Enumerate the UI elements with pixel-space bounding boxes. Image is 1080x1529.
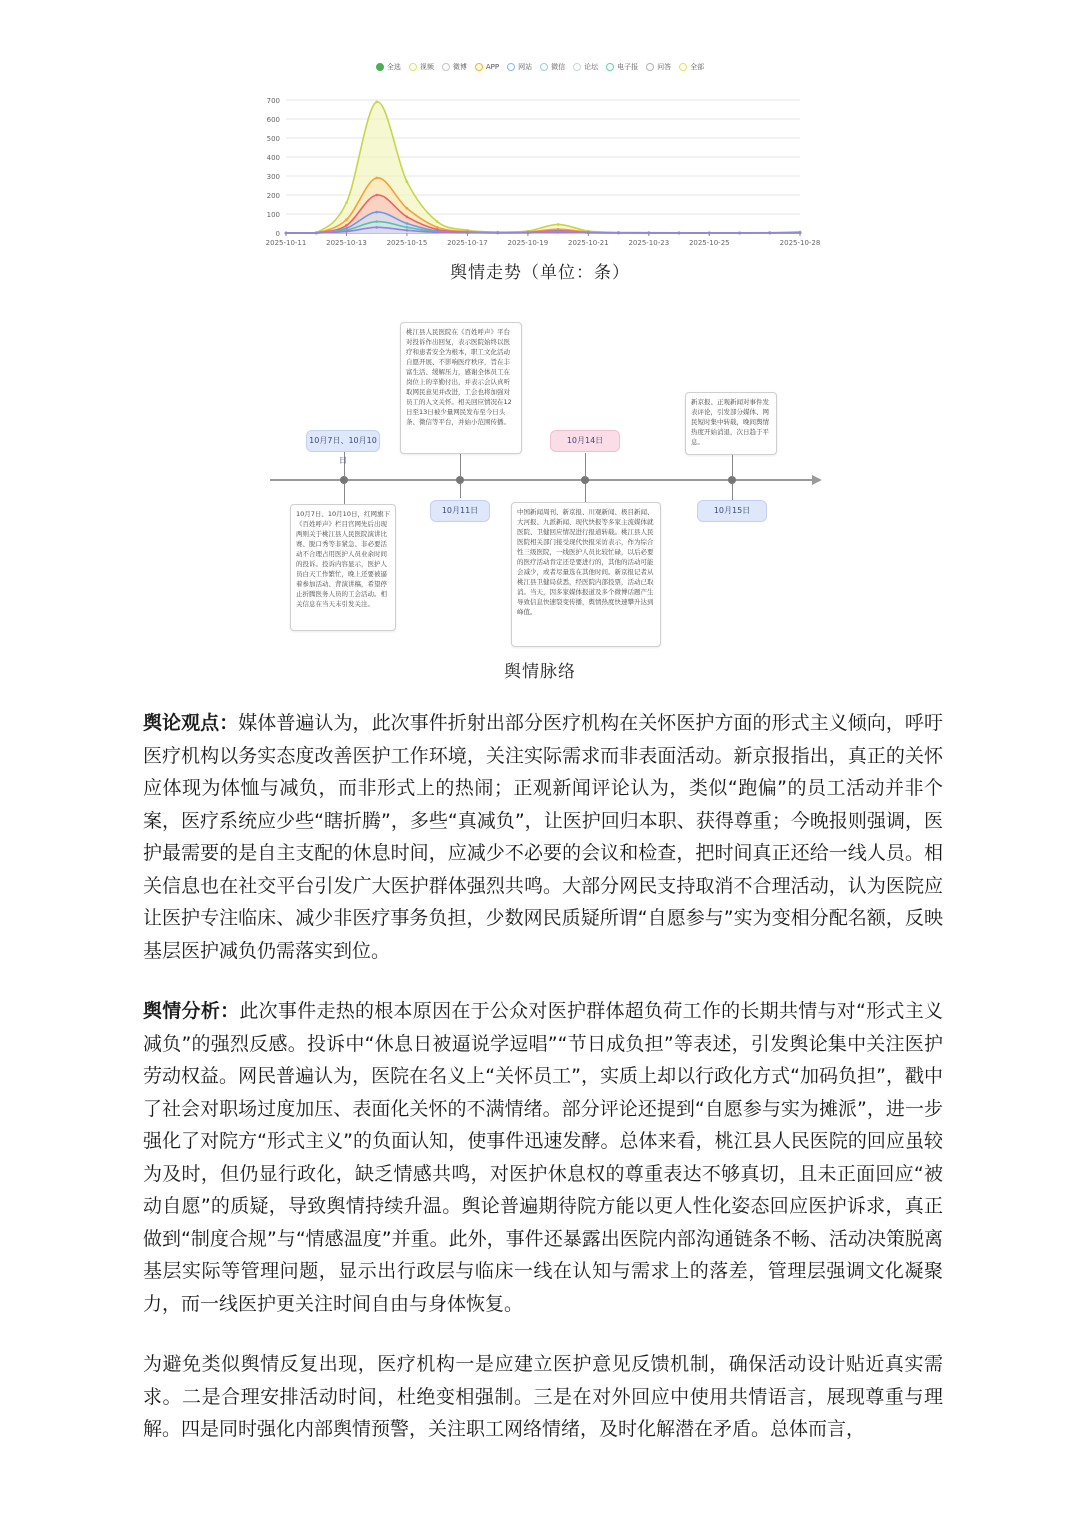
series-point bbox=[587, 231, 590, 234]
series-point bbox=[617, 232, 620, 235]
series-point bbox=[738, 232, 741, 235]
series-point bbox=[406, 222, 409, 225]
x-tick-label: 2025-10-28 bbox=[779, 239, 821, 247]
series-point bbox=[345, 201, 348, 204]
timeline-stem bbox=[732, 455, 733, 478]
series-point bbox=[375, 226, 378, 229]
timeline-box-oct11: 桃江县人民医院在《百姓呼声》平台对投诉作出回复，表示医院始终以医疗和患者安全为根本，职工文化活动自愿开展、不影响医疗秩序，旨在丰富生活、缓解压力，感谢全体员工在岗位上的辛勤付出，并表示会认真听取网民意见并改进，工会也将加强对员工的人文关怀。相关回应情况在12日至13日被少量网民发布至今日头条、微信等平台，并始小范围传播。 bbox=[400, 322, 522, 454]
y-tick-label: 0 bbox=[275, 230, 280, 238]
timeline bbox=[260, 318, 830, 653]
x-tick-label: 2025-10-23 bbox=[628, 239, 670, 247]
paragraph-analysis bbox=[143, 995, 943, 1320]
y-tick-label: 700 bbox=[266, 97, 280, 105]
series-point bbox=[406, 229, 409, 232]
timeline-date-oct15: 10月15日 bbox=[697, 500, 767, 522]
legend-label: 全选 bbox=[386, 63, 401, 71]
series-point bbox=[345, 218, 348, 221]
series-point bbox=[406, 207, 409, 210]
x-tick-label: 2025-10-21 bbox=[568, 239, 609, 247]
recommendation-text: 为避免类似舆情反复出现，医疗机构一是应建立医护意见反馈机制，确保活动设计贴近真实需求。二是合理安排活动时间，杜绝变相强制。三是在对外回应中使用共情语言，展现尊重与理解。四是同时强化内部舆情预警，关注职工网络情绪，及时化解潜在矛盾。总体而言， bbox=[143, 1353, 943, 1440]
y-tick-label: 500 bbox=[266, 135, 280, 143]
timeline-box-oct14: 中国新闻周刊、新京报、川观新闻、极目新闻、大河报、九派新闻、现代快报等多家主流媒体就医院、卫健回应情况进行报道转载。桃江县人民医院相关部门接受现代快报采访表示，作为综合性三级医院，一线医护人员比较忙碌，以后必要的医疗活动肯定还是要进行的，其他的活动可能会减少，或者尽量选在其他时间。新京报记者从桃江县卫健局获悉，经医院内部投票，活动已取消。当天，因多家媒体报道及多个微博话题产生导致信息快速裂变传播，舆情热度快速攀升达到峰值。 bbox=[511, 502, 661, 647]
y-tick-label: 400 bbox=[266, 154, 280, 162]
timeline-box-oct15: 新京报、正观新闻对事件发表评论，引发部分媒体、网民短时集中转载，晚间舆情热度开始消退，次日趋于平息。 bbox=[685, 392, 777, 455]
y-tick-label: 100 bbox=[266, 211, 280, 219]
legend-label: 全部 bbox=[690, 63, 705, 71]
legend-label: 视频 bbox=[419, 63, 434, 71]
legend-label: 微信 bbox=[551, 63, 566, 71]
series-point bbox=[285, 232, 288, 235]
paragraph-opinion bbox=[143, 707, 943, 967]
series-point bbox=[557, 231, 560, 234]
x-tick-label: 2025-10-17 bbox=[447, 239, 488, 247]
series-point bbox=[436, 231, 439, 234]
analysis-text: 此次事件走热的根本原因在于公众对医护群体超负荷工作的长期共情与对“形式主义减负”的强烈反感。投诉中“休息日被逼说学逗唱”“节日成负担”等表述，引发舆论集中关注医护劳动权益。网民普遍认为，医院在名义上“关怀员工”，实质上却以行政化方式“加码负担”，戳中了社会对职场过度加压、表面化关怀的不满情绪。部分评论还提到“自愿参与实为摊派”，进一步强化了对院方“形式主义”的负面认知，使事件迅速发酵。总体来看，桃江县人民医院的回应虽较为及时，但仍显行政化，缺乏情感共鸣，对医护休息权的尊重表达不够真切，且未正面回应“被动自愿”的质疑，导致舆情持续升温。舆论普遍期待院方能以更人性化姿态回应医护诉求，真正做到“制度合规”与“情感温度”并重。此外，事件还暴露出医院内部沟通链条不畅、活动决策脱离基层实际等管理问题，显示出行政层与临床一线在认知与需求上的落差，管理层强调文化凝聚力，而一线医护更关注时间自由与身体恢复。 bbox=[143, 1000, 943, 1315]
legend-label: 论坛 bbox=[584, 63, 599, 71]
timeline-stem bbox=[460, 484, 461, 498]
chart-svg bbox=[250, 55, 830, 255]
series-point bbox=[375, 194, 378, 197]
series-point bbox=[647, 232, 650, 235]
opinion-label: 舆论观点： bbox=[143, 712, 239, 734]
series-point bbox=[375, 177, 378, 180]
series-point bbox=[345, 230, 348, 233]
legend-label: 网站 bbox=[518, 63, 533, 71]
x-tick-label: 2025-10-25 bbox=[688, 239, 730, 247]
timeline-box-oct7-10: 10月7日、10月10日，红网旗下《百姓呼声》栏目官网先后出现两则关于桃江县人民医院演讲比赛、脱口秀等非紧急、非必要活动不合理占用医护人员业余时间的投诉。投诉内容显示，医护人员白天工作繁忙，晚上还要被逼着参加活动、背演讲稿，希望停止折腾医务人员的工会活动。相关信息在当天未引发关注。 bbox=[290, 504, 396, 631]
timeline-date-oct14: 10月14日 bbox=[550, 430, 620, 452]
series-point bbox=[799, 232, 802, 235]
timeline-stem bbox=[585, 453, 586, 478]
timeline-arrow-icon bbox=[812, 475, 822, 485]
series-point bbox=[768, 232, 771, 235]
x-tick-label: 2025-10-19 bbox=[507, 239, 549, 247]
timeline-date-oct7-10: 10月7日、10月10日 bbox=[306, 430, 380, 452]
timeline-stem bbox=[460, 454, 461, 478]
series-point bbox=[375, 101, 378, 104]
timeline-date-oct11: 10月11日 bbox=[430, 500, 490, 522]
x-tick-label: 2025-10-15 bbox=[386, 239, 428, 247]
timeline-stem bbox=[732, 484, 733, 500]
x-tick-label: 2025-10-13 bbox=[326, 239, 367, 247]
series-point bbox=[436, 220, 439, 223]
timeline-caption: 舆情脉络 bbox=[504, 662, 576, 682]
y-tick-label: 200 bbox=[266, 192, 280, 200]
series-point bbox=[496, 232, 499, 235]
series-point bbox=[557, 223, 560, 226]
opinion-text: 媒体普遍认为，此次事件折射出部分医疗机构在关怀医护方面的形式主义倾向，呼吁医疗机构以务实态度改善医护工作环境，关注实际需求而非表面活动。新京报指出，真正的关怀应体现为体恤与减负，而非形式上的热闹；正观新闻评论认为，类似“跑偏”的员工活动并非个案，医疗系统应少些“瞎折腾”，多些“真减负”，让医护回归本职、获得尊重；今晚报则强调，医护最需要的是自主支配的休息时间，应减少不必要的会议和检查，把时间真正还给一线人员。相关信息也在社交平台引发广大医护群体强烈共鸣。大部分网民支持取消不合理活动，认为医院应让医护专注临床、减少非医疗事务负担，少数网民质疑所谓“自愿参与”实为变相分配名额，反映基层医护减负仍需落实到位。 bbox=[143, 712, 943, 962]
legend-label: APP bbox=[485, 63, 500, 71]
series-point bbox=[345, 224, 348, 227]
series-point bbox=[315, 232, 318, 235]
series-point bbox=[466, 231, 469, 234]
timeline-stem bbox=[344, 484, 345, 504]
legend-label: 电子报 bbox=[617, 63, 639, 71]
chart-caption: 舆情走势（单位：条） bbox=[450, 263, 630, 283]
series-point bbox=[375, 220, 378, 223]
series-point bbox=[406, 180, 409, 183]
series-point bbox=[406, 215, 409, 218]
legend-label: 微博 bbox=[452, 63, 467, 71]
analysis-label: 舆情分析： bbox=[143, 1000, 240, 1022]
series-point bbox=[678, 232, 681, 235]
x-tick-label: 2025-10-11 bbox=[265, 239, 307, 247]
series-point bbox=[708, 232, 711, 235]
trend-chart bbox=[250, 55, 830, 255]
series-point bbox=[406, 226, 409, 229]
y-tick-label: 600 bbox=[266, 116, 280, 124]
y-tick-label: 300 bbox=[266, 173, 280, 181]
timeline-stem bbox=[585, 484, 586, 502]
series-point bbox=[526, 231, 529, 234]
paragraph-recommendation bbox=[143, 1348, 943, 1446]
legend-label: 问答 bbox=[657, 63, 672, 71]
series-point bbox=[375, 211, 378, 214]
